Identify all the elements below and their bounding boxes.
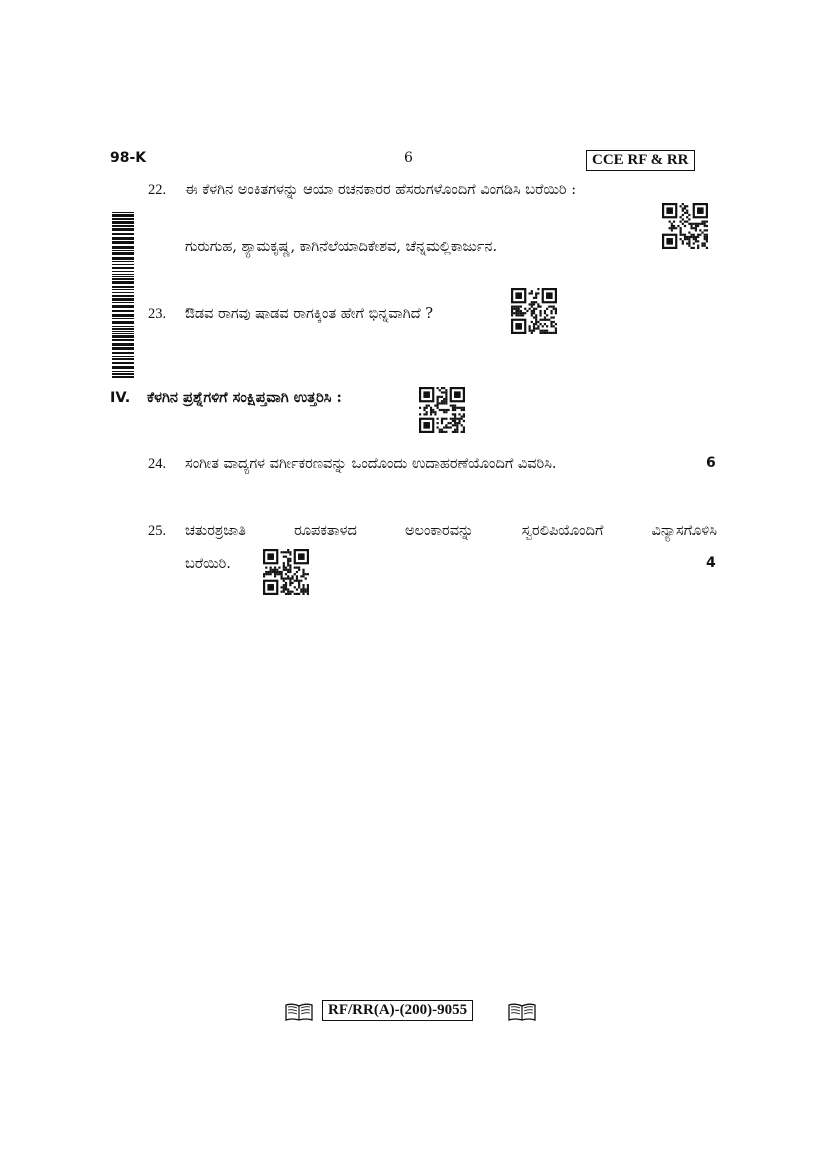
footer [284, 1000, 538, 1024]
q22-text: ಈ ಕೆಳಗಿನ ಅಂಕಿತಗಳನ್ನು ಆಯಾ ರಚನಕಾರರ ಹೆಸರುಗಳೊಂದಿಗೆ ವಿಂಗಡಿಸಿ ಬರೆಯಿರಿ : [185, 182, 577, 198]
q25-line1: ಚತುರಶ್ರಜಾತಿ ರೂಪಕತಾಳದ ಅಲಂಕಾರವನ್ನು ಸ್ವರಲಿಪಿಯೊಂದಿಗೆ ವಿನ್ಯಾಸಗೊಳಿಸಿ [185, 523, 717, 539]
barcode-icon [112, 212, 134, 378]
q25-line2: ಬರೆಯಿರಿ. [185, 556, 231, 572]
q22-number: 22. [148, 182, 167, 198]
q23-number: 23. [148, 306, 167, 322]
qr-code-icon [511, 288, 557, 334]
footer-code: RF/RR(A)-(200)-9055 [322, 1000, 473, 1021]
page-number: 6 [404, 150, 413, 166]
open-book-icon [507, 1002, 537, 1022]
q24-marks: 6 [706, 455, 716, 471]
paper-code: 98-K [110, 150, 147, 166]
q25-number: 25. [148, 523, 167, 539]
q22-names: ಗುರುಗುಹ, ಶ್ಯಾಮಕೃಷ್ಣ, ಕಾಗಿನೆಲೆಯಾದಿಕೇಶವ, ಚೆನ್ನಮಲ್ಲಿಕಾರ್ಜುನ. [185, 239, 498, 255]
open-book-icon [284, 1002, 314, 1022]
q25-marks: 4 [706, 555, 716, 571]
section-iv-text: ಕೆಳಗಿನ ಪ್ರಶ್ನೆಗಳಿಗೆ ಸಂಕ್ಷಿಪ್ತವಾಗಿ ಉತ್ತರಿಸಿ : [147, 389, 342, 406]
qr-code-icon [263, 549, 309, 595]
qr-code-icon [662, 203, 708, 249]
section-iv-number: IV. [110, 390, 131, 406]
q23-text: ಔಡವ ರಾಗವು ಷಾಡವ ರಾಗಕ್ಕಿಂತ ಹೇಗೆ ಭಿನ್ನವಾಗಿದೆ ? [185, 306, 434, 322]
q24-number: 24. [148, 456, 167, 472]
series-badge: CCE RF & RR [586, 150, 695, 171]
q24-text: ಸಂಗೀತ ವಾದ್ಯಗಳ ವರ್ಗೀಕರಣವನ್ನು ಒಂದೊಂದು ಉದಾಹರಣೆಯೊಂದಿಗೆ ವಿವರಿಸಿ. [185, 456, 557, 472]
qr-code-icon [419, 387, 465, 433]
